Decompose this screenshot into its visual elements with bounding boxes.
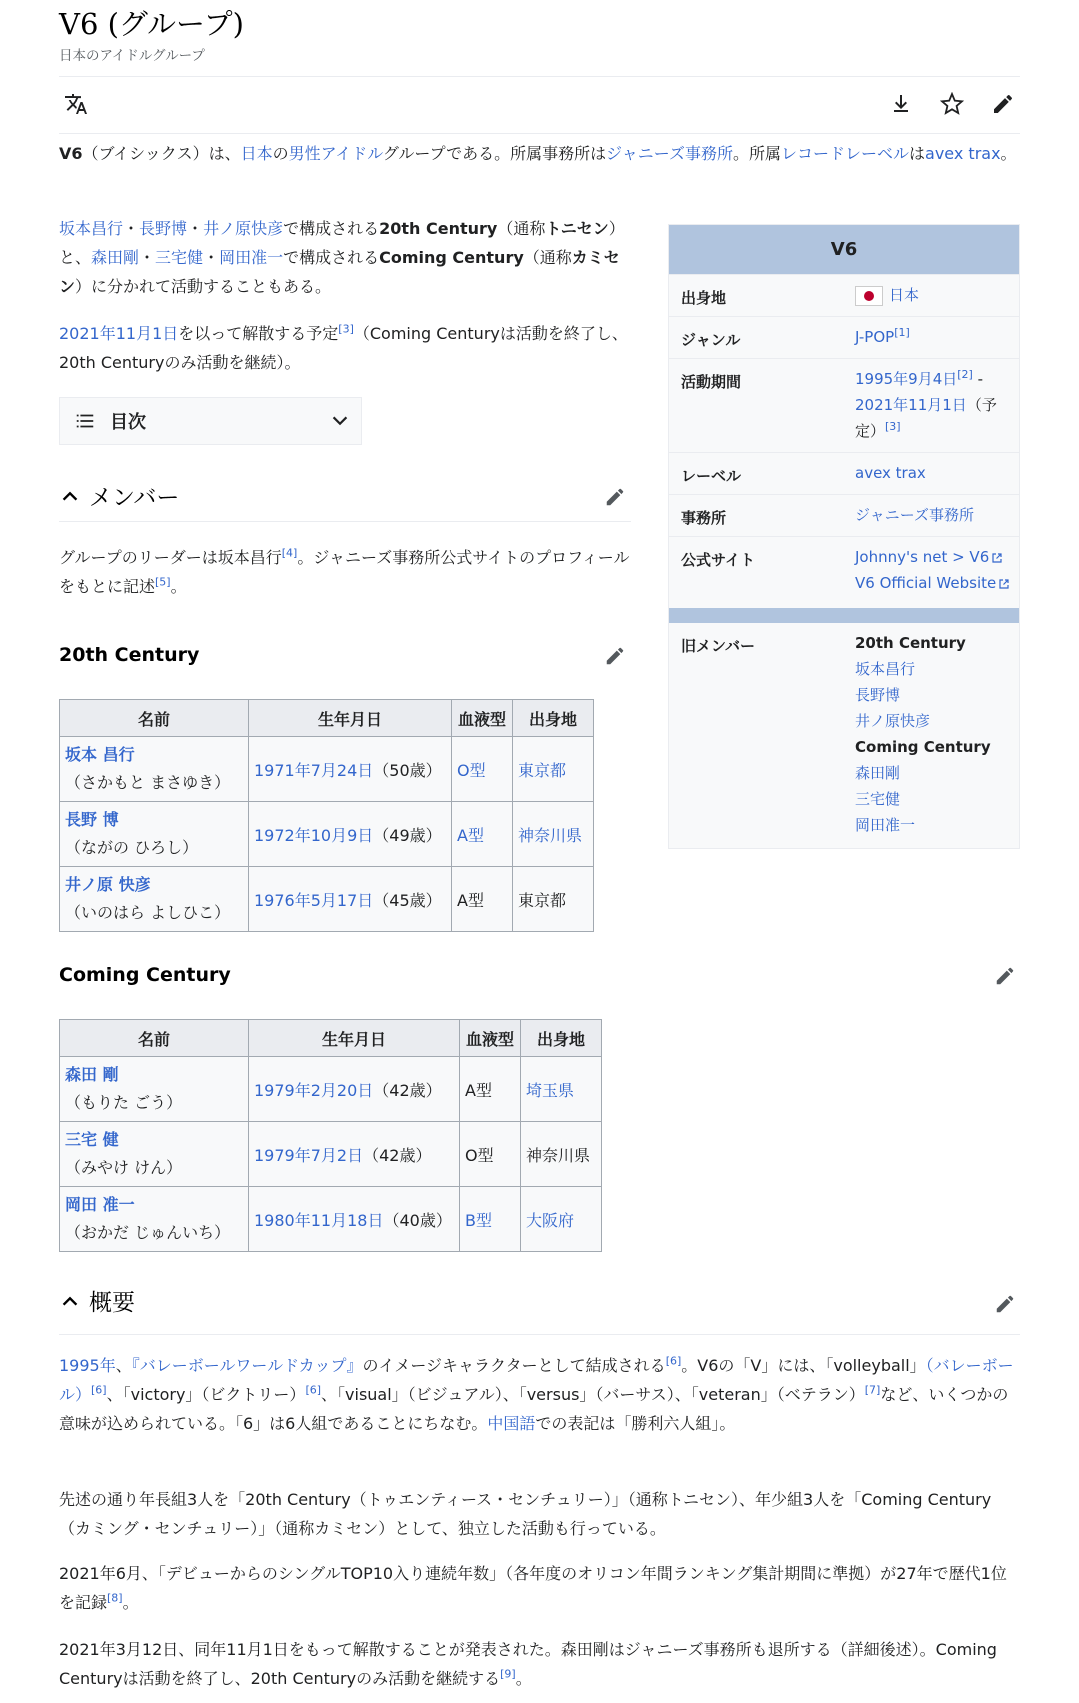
infobox-row-site: 公式サイト Johnny's net > V6 V6 Official Website	[669, 536, 1019, 599]
member-name-link[interactable]: 森田 剛	[65, 1065, 119, 1084]
ref-link[interactable]: [2]	[957, 368, 973, 381]
table-of-contents[interactable]	[59, 397, 362, 445]
translate-icon[interactable]	[62, 90, 90, 118]
infobox-row-period: 活動期間 1995年9月4日[2] - 2021年11月1日（予定）[3]	[669, 358, 1019, 453]
infobox-separator	[669, 608, 1019, 623]
chevron-up-icon[interactable]	[59, 1290, 81, 1312]
link-official-site[interactable]: Johnny's net > V6	[855, 548, 990, 566]
col-header: 生年月日	[249, 1020, 460, 1057]
infobox-row-former: 旧メンバー 20th Century 坂本昌行 長野博 井ノ原快彦 Coming Century 森田剛 三宅健 岡田准一	[669, 623, 1019, 848]
member-kana: （みやけ けん）	[65, 1158, 183, 1177]
table-row	[60, 802, 594, 867]
cell-blood	[460, 1187, 521, 1252]
former-member-link[interactable]: 坂本昌行	[855, 660, 916, 678]
birthdate-link[interactable]: 1972年10月9日	[254, 825, 374, 845]
bold-term: V6	[59, 144, 83, 163]
ref-link[interactable]: [3]	[885, 420, 901, 433]
cell-blood	[452, 802, 513, 867]
col-header: 出身地	[521, 1020, 602, 1057]
link-avex-trax[interactable]: avex trax	[925, 144, 1001, 163]
cell-birthdate	[249, 1187, 460, 1252]
link-volleyball[interactable]: （バレーボール）	[59, 1356, 1014, 1404]
members-table-20th	[59, 699, 594, 932]
blood-type: A型	[465, 1080, 492, 1100]
star-icon[interactable]	[938, 90, 966, 118]
member-name-link[interactable]: 井ノ原 快彦	[65, 875, 151, 894]
divider	[59, 76, 1020, 77]
member-kana: （おかだ じゅんいち）	[65, 1223, 231, 1242]
link-member[interactable]: 岡田准一	[219, 248, 284, 267]
infobox-row-label: レーベル avex trax	[669, 452, 1019, 495]
cell-origin	[513, 867, 594, 932]
cell-origin	[521, 1057, 602, 1122]
toc-label: 目次	[110, 412, 146, 433]
member-name-link[interactable]: 三宅 健	[65, 1130, 119, 1149]
member-kana: （ながの ひろし）	[65, 838, 199, 857]
ref-link[interactable]: [8]	[107, 1591, 123, 1605]
external-link-icon	[999, 579, 1009, 589]
overview-paragraph: 2021年3月12日、同年11月1日をもって解散することが発表された。森田剛はジャニーズ事務所も退所する（詳細後述）。Coming Centuryは活動を終了し、20th Centuryのみ活動を継続する[9]。	[59, 1640, 997, 1688]
japan-flag-icon	[855, 286, 883, 306]
link-chinese[interactable]: 中国語	[487, 1414, 536, 1433]
link-japan[interactable]: 日本	[240, 144, 273, 163]
members-intro: グループのリーダーは坂本昌行[4]。ジャニーズ事務所公式サイトのプロフィールをもとに記述[5]。	[59, 546, 630, 596]
infobox-row-office: 事務所 ジャニーズ事務所	[669, 494, 1019, 537]
cell-blood	[452, 737, 513, 802]
ref-link[interactable]: [5]	[155, 575, 171, 589]
link-year[interactable]: 1995年	[59, 1356, 116, 1375]
link-member[interactable]: 井ノ原快彦	[203, 219, 284, 238]
link-jpop[interactable]: J-POP	[855, 328, 895, 346]
edit-section-icon[interactable]	[994, 1293, 1018, 1317]
external-link-icon	[992, 553, 1002, 563]
lead-paragraph-disband: 2021年11月1日を以って解散する予定[3]（Coming Centuryは活動を終了し、20th Centuryのみ活動を継続）。	[59, 322, 628, 372]
origin[interactable]: 神奈川県	[518, 825, 583, 845]
pencil-icon[interactable]	[989, 90, 1017, 118]
table-row	[60, 1057, 602, 1122]
ref-link[interactable]: [6]	[665, 1354, 682, 1368]
cell-origin	[521, 1187, 602, 1252]
divider	[59, 1334, 1020, 1335]
infobox-row-genre: ジャンル J-POP[1]	[669, 316, 1019, 359]
birthdate-link[interactable]: 1971年7月24日	[254, 760, 374, 780]
origin: 神奈川県	[526, 1145, 591, 1165]
member-name-link[interactable]: 岡田 准一	[65, 1195, 135, 1214]
divider	[59, 521, 631, 522]
cell-blood	[452, 867, 513, 932]
table-row	[60, 1187, 602, 1252]
ref-link[interactable]: [6]	[91, 1383, 107, 1397]
origin[interactable]: 大阪府	[526, 1210, 575, 1230]
former-member-link[interactable]: 三宅健	[855, 790, 901, 808]
age: （49歳）	[373, 825, 442, 845]
cell-origin	[513, 802, 594, 867]
former-member-link[interactable]: 岡田准一	[855, 816, 916, 834]
link-johnnys[interactable]: ジャニーズ事務所	[606, 144, 733, 163]
divider	[59, 133, 1020, 134]
col-header: 名前	[60, 700, 249, 737]
blood-type[interactable]: A型	[457, 825, 484, 845]
edit-section-icon[interactable]	[604, 645, 628, 669]
blood-type: O型	[465, 1145, 494, 1165]
former-member-link[interactable]: 森田剛	[855, 764, 901, 782]
download-icon[interactable]	[887, 90, 915, 118]
col-header: 出身地	[513, 700, 594, 737]
member-kana: （いのはら よしひこ）	[65, 903, 231, 922]
link-official-site[interactable]: V6 Official Website	[855, 574, 997, 592]
cell-birthdate	[249, 1057, 460, 1122]
infobox-title: V6	[669, 225, 1019, 274]
age: （42歳）	[363, 1145, 432, 1165]
col-header: 血液型	[460, 1020, 521, 1057]
section-heading-members[interactable]: メンバー	[59, 479, 179, 512]
link-member[interactable]: 坂本昌行	[59, 219, 124, 238]
age: （45歳）	[373, 890, 442, 910]
col-header: 生年月日	[249, 700, 452, 737]
cell-blood	[460, 1057, 521, 1122]
cell-birthdate	[249, 867, 452, 932]
member-name-link[interactable]: 坂本 昌行	[65, 745, 135, 764]
overview-paragraph: 1995年、『バレーボールワールドカップ』のイメージキャラクターとして結成される[6]。V6の「V」には、「volleyball」（バレーボール）[6]、「victory」（ビクトリー）[6]、「visual」（ビジュアル）、「versus」（バーサス）、「veteran」（ベテラン）[7]など、いくつかの意味が込められている。「6」は6人組であることにちなむ。中国語での表記は「勝利六人組」。	[59, 1354, 1014, 1433]
age: （40歳）	[383, 1210, 452, 1230]
member-kana: （さかもと まさゆき）	[65, 773, 231, 792]
origin[interactable]: 東京都	[518, 760, 567, 780]
infobox	[668, 224, 1020, 849]
chevron-up-icon[interactable]	[59, 485, 81, 507]
blood-type: A型	[457, 890, 484, 910]
page-title: V6 (グループ)	[59, 7, 244, 41]
former-members-list	[855, 630, 991, 838]
member-kana: （もりた ごう）	[65, 1093, 183, 1112]
lead-paragraph: V6（ブイシックス）は、日本の男性アイドルグループである。所属事務所はジャニーズ事務所。所属レコードレーベルはavex trax。	[59, 144, 1017, 163]
list-icon	[74, 410, 96, 432]
link-record-label[interactable]: レコードレーベル	[781, 144, 910, 163]
birthdate-link[interactable]: 1979年7月2日	[254, 1145, 364, 1165]
link-volleyball-worldcup[interactable]: 『バレーボールワールドカップ』	[131, 1356, 363, 1375]
link-date[interactable]: 2021年11月1日	[855, 396, 967, 414]
cell-origin	[513, 737, 594, 802]
ref-link[interactable]: [1]	[894, 326, 910, 339]
cell-name	[60, 867, 249, 932]
ref-link[interactable]: [7]	[864, 1383, 881, 1397]
link-member[interactable]: 森田剛	[91, 248, 140, 267]
overview-paragraph: 2021年6月、「デビューからのシングルTOP10入り連続年数」（各年度のオリコン年間ランキング集計期間に準拠）が27年で歴代1位を記録[8]。	[59, 1564, 1007, 1612]
cell-origin	[521, 1122, 602, 1187]
link-date[interactable]: 2021年11月1日	[59, 324, 179, 343]
link-avex-trax[interactable]: avex trax	[855, 464, 926, 482]
link-member[interactable]: 長野博	[139, 219, 188, 238]
ref-link[interactable]: [6]	[305, 1383, 322, 1397]
link-johnnys[interactable]: ジャニーズ事務所	[855, 506, 974, 524]
former-member-link[interactable]: 井ノ原快彦	[855, 712, 931, 730]
ref-link[interactable]: [4]	[281, 546, 298, 560]
col-header: 血液型	[452, 700, 513, 737]
cell-name	[60, 737, 249, 802]
age: （42歳）	[373, 1080, 442, 1100]
former-member-link[interactable]: 長野博	[855, 686, 901, 704]
cell-birthdate	[249, 1122, 460, 1187]
member-name-link[interactable]: 長野 博	[65, 810, 119, 829]
link-male-idol[interactable]: 男性アイドル	[288, 144, 383, 163]
link-member[interactable]: 三宅健	[155, 248, 204, 267]
section-heading-overview[interactable]: 概要	[59, 1284, 135, 1317]
cell-name	[60, 802, 249, 867]
birthdate-link[interactable]: 1980年11月18日	[254, 1210, 384, 1230]
group-label: 20th Century	[855, 634, 966, 652]
ref-link[interactable]: [3]	[338, 322, 354, 336]
ref-link[interactable]: [9]	[500, 1667, 516, 1681]
table-row	[60, 1122, 602, 1187]
col-header: 名前	[60, 1020, 249, 1057]
subsection-heading-coming: Coming Century	[59, 964, 231, 986]
cell-name	[60, 1122, 249, 1187]
birthdate-link[interactable]: 1976年5月17日	[254, 890, 374, 910]
age: （50歳）	[373, 760, 442, 780]
table-row	[60, 867, 594, 932]
cell-birthdate	[249, 802, 452, 867]
members-table-coming	[59, 1019, 602, 1252]
birthdate-link[interactable]: 1979年2月20日	[254, 1080, 374, 1100]
link-date[interactable]: 1995年9月4日	[855, 370, 958, 388]
table-row	[60, 737, 594, 802]
cell-birthdate	[249, 737, 452, 802]
lead-paragraph-groups: 坂本昌行・長野博・井ノ原快彦で構成される20th Century（通称トニセン）と、森田剛・三宅健・岡田准一で構成されるComing Century（通称カミセン）に分かれて活動することもある。	[59, 219, 625, 296]
link-japan[interactable]: 日本	[889, 286, 920, 304]
overview-paragraph: 先述の通り年長組3人を「20th Century（トゥエンティース・センチュリー）」（通称トニセン）、年少組3人を「Coming Century（カミング・センチュリー）」（通称カミセン）として、独立した活動も行っている。	[59, 1490, 992, 1538]
edit-section-icon[interactable]	[994, 965, 1018, 989]
origin[interactable]: 埼玉県	[526, 1080, 575, 1100]
cell-name	[60, 1187, 249, 1252]
subsection-heading-20th: 20th Century	[59, 644, 200, 666]
edit-section-icon[interactable]	[604, 486, 628, 510]
group-label: Coming Century	[855, 738, 991, 756]
blood-type[interactable]: O型	[457, 760, 486, 780]
infobox-row-origin: 出身地 日本	[669, 274, 1019, 317]
chevron-down-icon[interactable]	[329, 410, 351, 432]
blood-type[interactable]: B型	[465, 1210, 492, 1230]
page-subtitle: 日本のアイドルグループ	[59, 48, 205, 64]
cell-blood	[460, 1122, 521, 1187]
origin: 東京都	[518, 890, 567, 910]
cell-name	[60, 1057, 249, 1122]
